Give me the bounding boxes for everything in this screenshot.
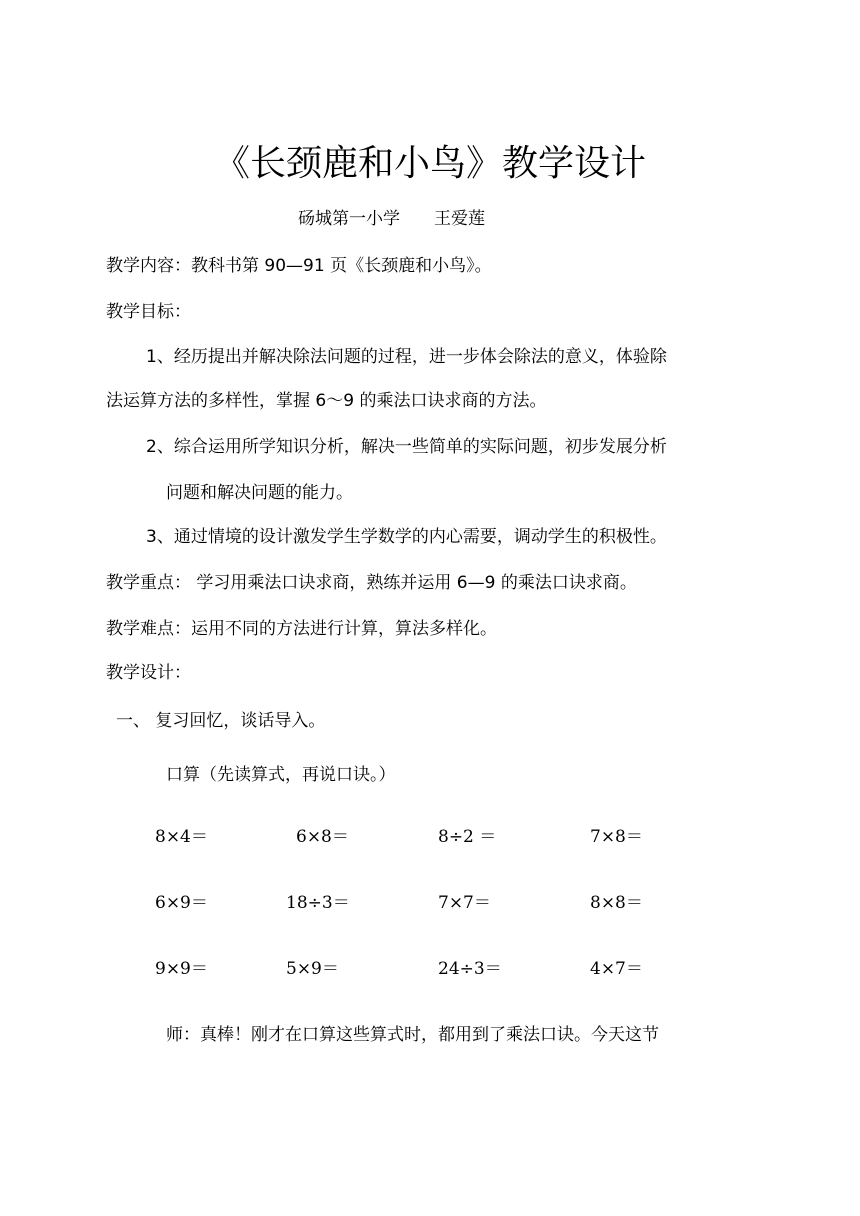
goal-1-line-1: 1、经历提出并解决除法问题的过程，进一步体会除法的意义，体验除 (146, 347, 667, 367)
equation: 24÷3＝ (438, 959, 502, 979)
teacher-remark: 师：真棒！刚才在口算这些算式时，都用到了乘法口诀。今天这节 (166, 1025, 659, 1045)
goals-heading: 教学目标： (106, 302, 191, 322)
section-1-heading: 一、 复习回忆，谈话导入。 (116, 711, 326, 731)
equation: 18÷3＝ (286, 893, 350, 913)
author-byline: 砀城第一小学 王爱莲 (298, 209, 485, 229)
equation: 7×7＝ (438, 893, 491, 913)
equation: 8÷2 ＝ (438, 827, 497, 847)
equation: 7×8＝ (590, 827, 643, 847)
goal-2-line-1: 2、综合运用所学知识分析，解决一些简单的实际问题，初步发展分析 (146, 437, 667, 457)
equation: 6×9＝ (155, 893, 208, 913)
oral-calc-instruction: 口算（先读算式，再说口诀。） (166, 765, 396, 785)
design-heading: 教学设计： (106, 663, 191, 683)
goal-3: 3、通过情境的设计激发学生学数学的内心需要，调动学生的积极性。 (146, 527, 667, 547)
difficulty: 教学难点：运用不同的方法进行计算，算法多样化。 (106, 619, 497, 639)
teaching-content: 教学内容：教科书第 90—91 页《长颈鹿和小鸟》。 (106, 256, 492, 276)
equation: 5×9＝ (286, 959, 339, 979)
equation: 6×8＝ (296, 827, 349, 847)
equation: 8×8＝ (590, 893, 643, 913)
document-title: 《长颈鹿和小鸟》教学设计 (213, 143, 646, 184)
equation: 4×7＝ (590, 959, 643, 979)
goal-2-line-2: 问题和解决问题的能力。 (166, 483, 353, 503)
key-point: 教学重点： 学习用乘法口诀求商，熟练并运用 6—9 的乘法口诀求商。 (106, 573, 637, 593)
equation: 8×4＝ (155, 827, 208, 847)
goal-1-line-2: 法运算方法的多样性，掌握 6～9 的乘法口诀求商的方法。 (106, 391, 547, 411)
equation: 9×9＝ (155, 959, 208, 979)
